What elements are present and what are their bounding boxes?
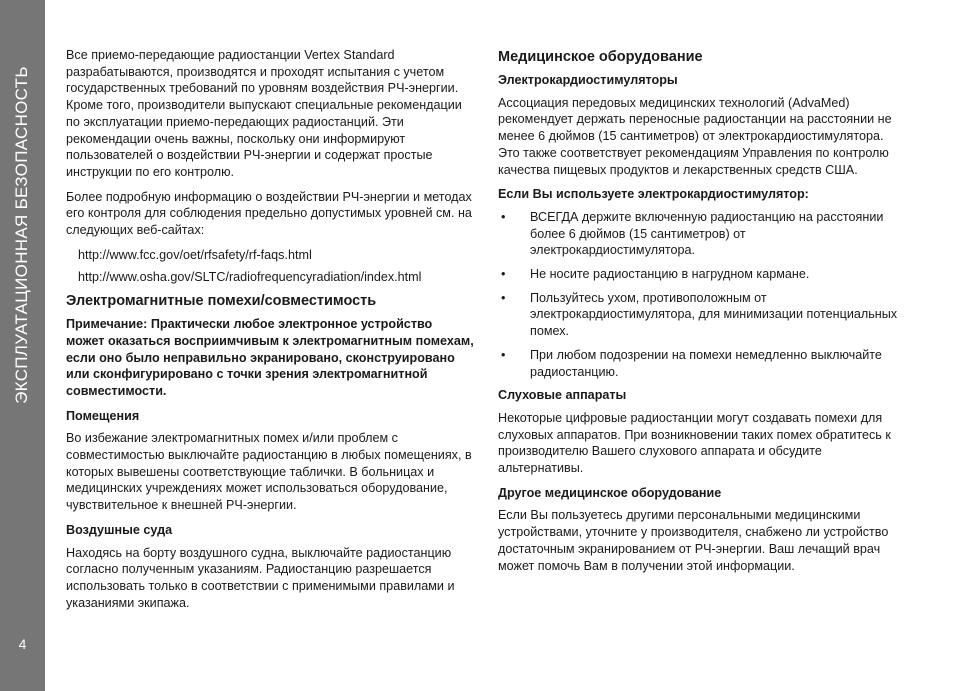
aircraft-heading: Воздушные суда — [66, 522, 173, 537]
list-item — [498, 266, 906, 283]
other-medical-heading: Другое медицинское оборудование — [498, 485, 722, 500]
pacemakers-text: Ассоциация передовых медицинских технологий (AdvaMed) рекомендует держать переносные радиостанции на расстоянии не менее 6 дюймов (15 сантиметров) от электрокардиостимулятора. Это также соответствует рекомендациям Управления по контролю качества пищевых продуктов и лекарственных средств США. — [498, 95, 892, 177]
pacemakers-heading: Электрокардиостимуляторы — [498, 73, 678, 87]
medical-heading: Медицинское оборудование — [498, 49, 703, 65]
emc-heading: Электромагнитные помехи/совместимость — [66, 293, 377, 310]
list-item-text: ВСЕГДА держите включенную радиостанцию на расстоянии более 6 дюймов (15 сантиметров) от электрокардиостимулятора. — [530, 209, 884, 258]
premises-text: Во избежание электромагнитных помех и/или проблем с совместимостью выключайте радиостанцию в любых помещениях, в которых вывешены соответствующие таблички. В больницах и медицинских учреждениях может использоваться оборудование, чувствительное к внешней РЧ-энергии. — [66, 431, 472, 513]
section-title: ЭКСПЛУАТАЦИОННАЯ БЕЗОПАСНОСТЬ — [12, 66, 31, 404]
hearing-text: Некоторые цифровые радиостанции могут создавать помехи для слуховых аппаратов. При возникновении таких помех обратитесь к производителю Вашего слухового аппарата и обсудите альтернативы. — [498, 410, 891, 476]
url-osha: http://www.osha.gov/SLTC/radiofrequencyradiation/index.html — [78, 270, 422, 285]
if-pacemaker-heading: Если Вы используете электрокардиостимулятор: — [498, 187, 809, 202]
left-column — [66, 47, 474, 619]
intro-paragraph: Все приемо-передающие радиостанции Vertex Standard разрабатываются, производятся и проходят испытания с учетом государственных требований по уровням воздействия РЧ-энергии. Кроме того, производители выпускают специальные рекомендации по эксплуатации приемо-передающих радиостанций. Эти рекомендации очень важны, поскольку они информируют пользователей о воздействии РЧ-энергии и содержат простые инструкции по его контролю. — [66, 48, 462, 179]
list-item — [498, 290, 906, 340]
sidebar — [0, 0, 45, 691]
bullet-icon: • — [501, 290, 506, 305]
page-number: 4 — [18, 636, 27, 652]
list-item-text: При любом подозрении на помехи немедленно выключайте радиостанцию. — [530, 347, 882, 379]
list-item-text: Не носите радиостанцию в нагрудном кармане. — [530, 267, 810, 282]
bullet-icon: • — [501, 209, 506, 224]
premises-heading: Помещения — [66, 408, 140, 423]
bullet-icon: • — [501, 267, 506, 282]
more-info-paragraph: Более подробную информацию о воздействии РЧ-энергии и методах его контроля для соблюдения предельно допустимых уровней см. на следующих веб-сайтах: — [66, 189, 472, 238]
right-column — [498, 47, 906, 582]
pacemaker-bullet-list — [498, 209, 906, 380]
hearing-heading: Слуховые аппараты — [498, 388, 627, 403]
list-item — [498, 209, 906, 259]
emc-note: Примечание: Практически любое электронное устройство может оказаться восприимчивым к электромагнитным помехам, если оно было неправильно экранировано, сконструировано или сконфигурировано с точки зрения электромагнитной совместимости. — [66, 317, 474, 398]
other-medical-text: Если Вы пользуетесь другими персональными медицинскими устройствами, уточните у производителя, снабжено ли устройство достаточным экранированием от РЧ-энергии. Ваш лечащий врач может помочь Вам в получении этой информации. — [498, 508, 889, 573]
bullet-icon: • — [501, 347, 506, 362]
url-fcc: http://www.fcc.gov/oet/rfsafety/rf-faqs.html — [78, 247, 312, 262]
list-item-text: Пользуйтесь ухом, противоположным от электрокардиостимулятора, для минимизации потенциальных помех. — [530, 290, 898, 339]
list-item — [498, 347, 906, 380]
aircraft-text: Находясь на борту воздушного судна, выключайте радиостанцию согласно полученным указаниям. Радиостанцию разрешается использовать только в соответствии с применимыми правилами и указаниями экипажа. — [66, 545, 455, 610]
